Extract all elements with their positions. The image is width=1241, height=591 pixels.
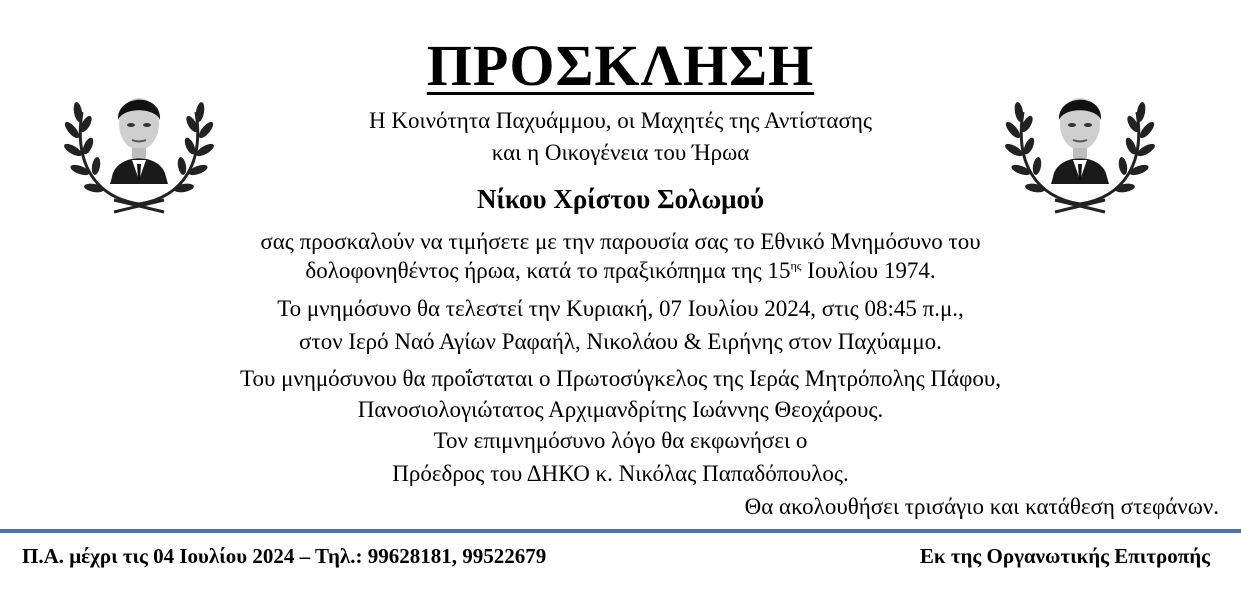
hosts-line-1: Η Κοινότητα Παχυάμμου, οι Μαχητές της Αντίστασης: [369, 108, 872, 133]
invitation-title: ΠΡΟΣΚΛΗΣΗ: [426, 33, 815, 98]
footer-divider: [0, 529, 1241, 533]
hero-name: Νίκου Χρίστου Σολωμού: [476, 184, 765, 214]
speech-line-2: Πρόεδρος του ΔΗΚΟ κ. Νικόλας Παπαδόπουλος.: [392, 461, 849, 486]
invite-line-2: [0, 256, 1241, 286]
organizing-committee: Εκ της Οργανωτικής Επιτροπής: [919, 544, 1210, 568]
speech-line-1: Τον επιμνημόσυνο λόγο θα εκφωνήσει ο: [433, 428, 808, 453]
rsvp-contact: Π.Α. μέχρι τις 04 Ιουλίου 2024 – Τηλ.: 99628181, 99522679: [22, 544, 547, 568]
presiding-line-2: Πανοσιολογιώτατος Αρχιμανδρίτης Ιωάννης Θεοχάρους.: [357, 397, 884, 422]
invite-line-2-text: δολοφονηθέντος ήρωα, κατά το πραξικόπημα της 15: [305, 258, 791, 283]
closing-line: Θα ακολουθήσει τρισάγιο και κατάθεση στεφάνων.: [744, 494, 1219, 519]
presiding-line-1: Του μνημόσυνου θα προΐσταται ο Πρωτοσύγκελος της Ιεράς Μητρόπολης Πάφου,: [239, 366, 1001, 391]
service-line-1: Το μνημόσυνο θα τελεστεί την Κυριακή, 07 Ιουλίου 2024, στις 08:45 π.μ.,: [277, 296, 964, 321]
service-line-2: στον Ιερό Ναό Αγίων Ραφαήλ, Νικολάου & Ειρήνης στον Παχύαμμο.: [299, 329, 942, 354]
invite-line-1: σας προσκαλούν να τιμήσετε με την παρουσία σας το Εθνικό Μνημόσυνο του: [260, 229, 981, 254]
hosts-line-2: και η Οικογένεια του Ήρωα: [491, 140, 750, 165]
ordinal-suffix: ης: [790, 258, 802, 273]
invite-line-2-date: Ιουλίου 1974.: [801, 258, 936, 283]
